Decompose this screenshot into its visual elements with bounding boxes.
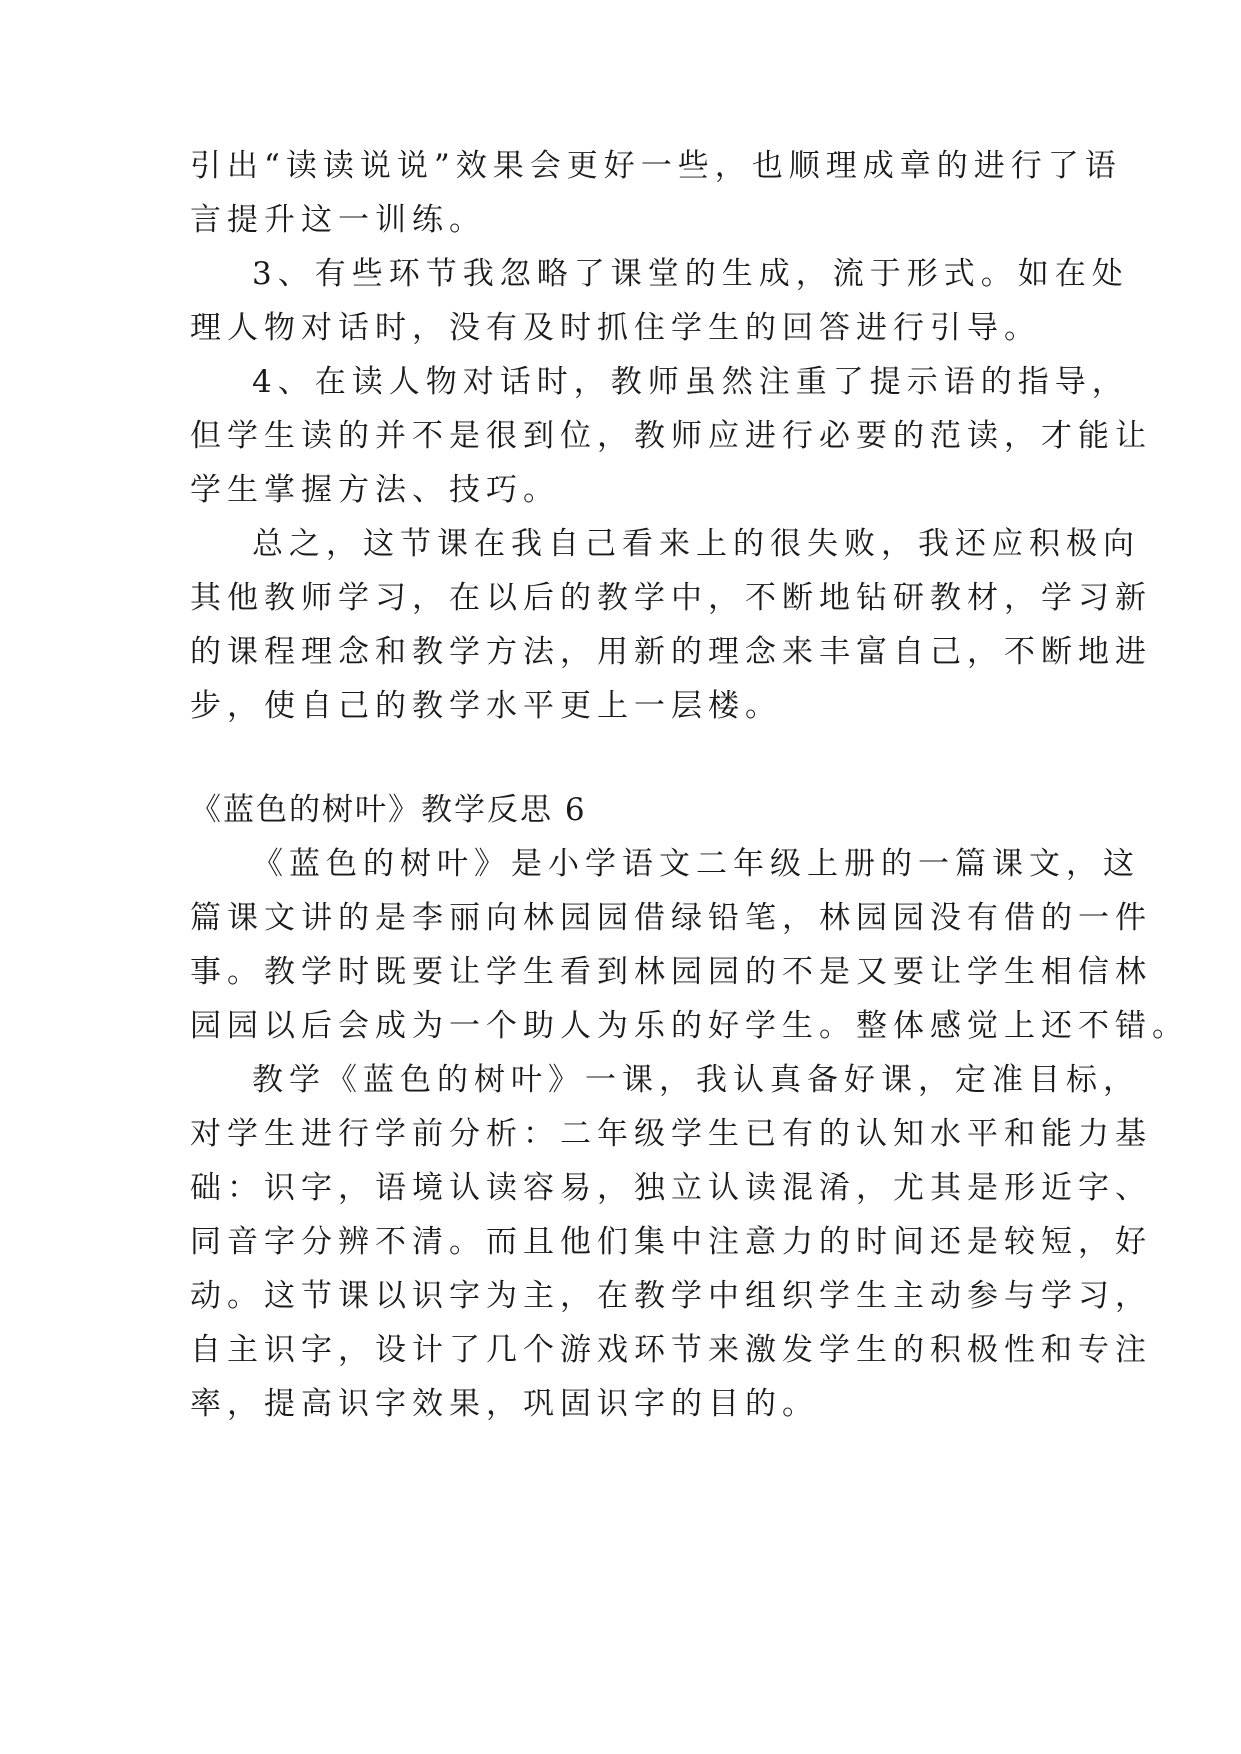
paragraph-line: 言提升这一训练。 [190,202,486,238]
paragraph-line: 事。教学时既要让学生看到林园园的不是又要让学生相信林 [190,954,1152,990]
paragraph-line: 篇课文讲的是李丽向林园园借绿铅笔，林园园没有借的一件 [190,900,1152,936]
paragraph-line: 对学生进行学前分析：二年级学生已有的认知水平和能力基 [190,1116,1152,1152]
section-heading: 《蓝色的树叶》教学反思 6 [190,792,587,828]
paragraph-line: 础：识字，语境认读容易，独立认读混淆，尤其是形近字、 [190,1170,1152,1206]
paragraph-line: 园园以后会成为一个助人为乐的好学生。整体感觉上还不错。 [190,1008,1189,1044]
paragraph-line: 同音字分辨不清。而且他们集中注意力的时间还是较短，好 [190,1224,1152,1260]
paragraph-line: 率，提高识字效果，巩固识字的目的。 [190,1386,819,1422]
paragraph-line: 教学《蓝色的树叶》一课，我认真备好课，定准目标， [252,1062,1140,1098]
paragraph-line: 动。这节课以识字为主，在教学中组织学生主动参与学习， [190,1278,1152,1314]
paragraph-line: 自主识字，设计了几个游戏环节来激发学生的积极性和专注 [190,1332,1152,1368]
paragraph-line: 3、有些环节我忽略了课堂的生成，流于形式。如在处 [252,256,1129,292]
paragraph-line: 理人物对话时，没有及时抓住学生的回答进行引导。 [190,310,1041,346]
paragraph-line: 引出“读读说说”效果会更好一些，也顺理成章的进行了语 [190,148,1122,184]
paragraph-line: 的课程理念和教学方法，用新的理念来丰富自己，不断地进 [190,634,1152,670]
paragraph-line: 其他教师学习，在以后的教学中，不断地钻研教材，学习新 [190,580,1152,616]
paragraph-line: 学生掌握方法、技巧。 [190,472,560,508]
paragraph-line: 4、在读人物对话时，教师虽然注重了提示语的指导， [252,364,1129,400]
paragraph-line: 总之，这节课在我自己看来上的很失败，我还应积极向 [252,526,1140,562]
paragraph-line: 《蓝色的树叶》是小学语文二年级上册的一篇课文，这 [252,846,1140,882]
paragraph-line: 但学生读的并不是很到位，教师应进行必要的范读，才能让 [190,418,1152,454]
paragraph-line: 步，使自己的教学水平更上一层楼。 [190,688,782,724]
